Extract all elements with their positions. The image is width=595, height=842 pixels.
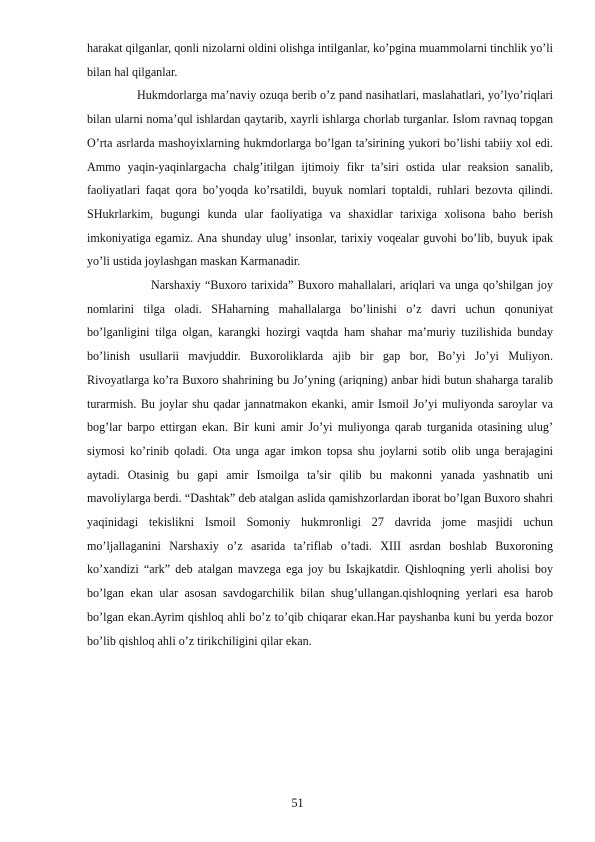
paragraph-hukmdorlar: Hukmdorlarga ma’naviy ozuqa berib o’z pand nasihatlari, maslahatlari, yo’lyo’riqlari bilan ularni noma’qul ishlardan qaytarib, xayrli ishlarga chorlab turganlar. Islom ravnaq topgan O’rta asrlarda mashoyixlarning hukmdorlarga bo’lgan ta’sirining yukori bo’lishi tabiiy xol edi. Ammo yaqin-yaqinlargacha chalg’itilgan ijtimoiy fikr ta’siri ostida ular reaksion sanalib, faoliyatlari faqat qora bo’yoqda ko’rsatildi, buyuk nomlari toptaldi, ruhlari bezovta qilindi. SHukrlarkim, bugungi kunda ular faoliyatiga va shaxidlar tarixiga xolisona baho berish imkoniyatiga egamiz. Ana shunday ulug’ insonlar, tarixiy voqealar guvohi bo’lib, buyuk ipak yo’li ustida joylashgan maskan Karmanadir.	[87, 88, 553, 269]
paragraph-narshaxiy: Narshaxiy “Buxoro tarixida” Buxoro mahallalari, ariqlari va unga qo’shilgan joy nomlarini tilga oladi. SHaharning mahallalarga bo’linishi o’z davri uchun qonuniyat bo’lganligini tilga olgan, karangki hozirgi vaqtda ham shahar ma’muriy tuzilishida bunday bo’linish usullarii mavjuddir. Buxoroliklarda ajib bir gap bor, Bo’yi Jo’yi Muliyon. Rivoyatlarga ko’ra Buxoro shahrining bu Jo’yning (ariqning) anbar hidi butun shaharga taralib turarmish. Bu joylar shu qadar jannatmakon ekanki, amir Ismoil Jo’yi muliyonda saroylar va bog’lar barpo ettirgan ekan. Bir kuni amir Jo’yi muliyonga qarab turganida otasining ulug’ siymosi ko’rinib qoladi. Ota unga agar imkon topsa shu joylarni sotib olib unga berajagini aytadi. Otasinig bu gapi amir Ismoilga ta’sir qilib bu makonni yanada yashnatib uni mavoliylarga berdi. “Dashtak” deb atalgan aslida qamishzorlardan iborat bo’lgan Buxoro shahri yaqinidagi tekislikni Ismoil Somoniy hukmronligi 27 davrida jome masjidi uchun mo’ljallaganini Narshaxiy o’z asarida ta’riflab o’tadi. XIII asrdan boshlab Buxoroning ko’xandizi “ark” deb atalgan mavzega ega joy bu Iskajkatdir. Qishloqning yerli aholisi boy bo’lgan ekan ular asosan savdogarchilik bilan shug’ullangan.qishloqning yerlari esa harob bo’lgan ekan.Ayrim qishloq ahli bo’z to’qib chiqarar ekan.Har payshanba kuni bu yerda bozor bo’lib qishloq ahli o’z tirikchiligini qilar ekan.	[87, 278, 553, 648]
page-number: 51	[291, 796, 304, 810]
page-body	[87, 37, 553, 653]
paragraph-continuation: harakat qilganlar, qonli nizolarni oldini olishga intilganlar, ko’pgina muammolarni tinchlik yo’li bilan hal qilganlar.	[87, 41, 553, 79]
